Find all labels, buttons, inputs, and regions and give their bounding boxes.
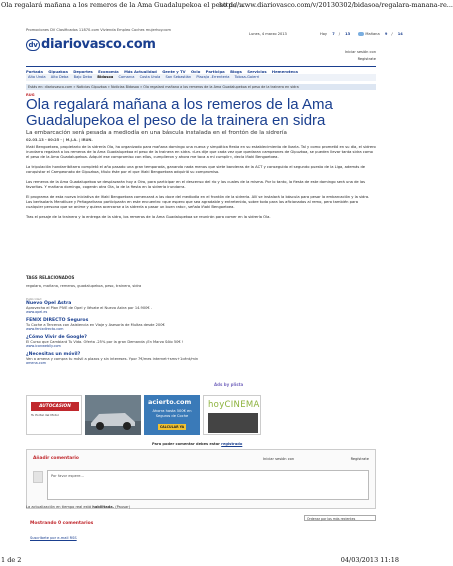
hoycinema-logo: hoyCINEMA bbox=[208, 400, 260, 410]
tags-heading: TAGS RELACIONADOS bbox=[26, 275, 75, 280]
weather-tomorrow-max: 14 bbox=[397, 32, 403, 36]
subnav-item[interactable]: Bajo Deba bbox=[73, 75, 93, 79]
ad-url[interactable]: amena.com bbox=[26, 361, 47, 365]
comments-count: Mostrando 0 comentarios bbox=[30, 521, 94, 526]
article-paragraph: El programa de esta nueva iniciativa de Iñaki Bengoetxea comenzará a las doce del mediodía en el frontón de la sidrería. Allí se instalará la báscula para pesar la embarcación y la sidra. Los bertsolaris Mendiluze y Peñagarikano participarán en este encuentro «que espero que sea agradable y entretenido, sobre todo para los aficionados al remo, pero también para cualquier persona que se anime y quiera acercarse a la sidrería a pasar un buen rato», señala Iñaki Bengoetxea. bbox=[26, 194, 370, 209]
pause-link[interactable]: (Pausar) bbox=[115, 505, 131, 509]
comment-sort-select[interactable]: Ordenar por los más recientes bbox=[304, 515, 376, 521]
nav-item-deportes[interactable]: Deportes bbox=[73, 69, 93, 74]
article-lead: La embarcación será pesada a mediodía en una báscula instalada en el frontón de la sidrería bbox=[26, 130, 287, 136]
weather-today-label: Hoy bbox=[320, 32, 328, 36]
article-body bbox=[26, 145, 376, 225]
nav-item-hemeroteca[interactable]: Hemeroteca bbox=[271, 69, 298, 74]
text-ads bbox=[26, 297, 216, 369]
print-timestamp: 04/03/2013 11:18 bbox=[340, 556, 399, 564]
comment-login-text: Para poder comentar debes estar bbox=[152, 442, 220, 446]
logo-text: diariovasco.com bbox=[41, 37, 156, 52]
ad-url[interactable]: www.iconweblly.com bbox=[26, 344, 61, 348]
update-text: La actualización en tiempo real está bbox=[26, 505, 92, 509]
nav-item-mas-actualidad[interactable]: Más Actualidad bbox=[124, 69, 157, 74]
article-byline: 02.03.13 - 00:25 - | M.J.A. | IRUN. bbox=[26, 138, 93, 142]
weather-today-min: 7 bbox=[332, 32, 335, 36]
nav-item-blogs[interactable]: Blogs bbox=[230, 69, 242, 74]
acierto-headline: Ahorra hasta 500€ en Seguros de Coche bbox=[152, 409, 192, 418]
nav-item-ocio[interactable]: Ocio bbox=[190, 69, 201, 74]
ad-text: Tu Coche a Terceros con Asistencia en Viaje y Asesoría de Multas desde 200€ bbox=[26, 323, 165, 327]
weather-widget[interactable]: Hoy 7 / 13 Mañana 9 / 14 bbox=[320, 32, 403, 36]
ad-title[interactable]: FENIX DIRECTO Seguros bbox=[26, 318, 89, 323]
update-state: habilitada. bbox=[92, 505, 115, 509]
autocasion-tagline: Tu Portal del Motor bbox=[31, 413, 60, 417]
main-nav bbox=[26, 66, 376, 74]
comment-box bbox=[26, 449, 376, 509]
logo-mark: dv bbox=[26, 39, 40, 51]
nav-item-servicios[interactable]: Servicios bbox=[247, 69, 267, 74]
banner-row bbox=[26, 395, 376, 435]
comment-login-note bbox=[152, 442, 242, 446]
car-photo-banner[interactable] bbox=[85, 395, 141, 435]
ads-label: Publicidad bbox=[26, 297, 42, 301]
register-link[interactable]: Registrate bbox=[357, 57, 376, 61]
weather-tomorrow-label: Mañana bbox=[365, 32, 380, 36]
sub-nav bbox=[26, 74, 376, 81]
comment-register-link[interactable]: registrado bbox=[221, 442, 243, 446]
weather-tomorrow-min: 9 bbox=[384, 32, 388, 36]
ad-text: El Curso que Cambiará Tu Vida. Oferta -25% por la gran Demanda ¡En Marzo Sólo 50€ ! bbox=[26, 340, 184, 344]
cloud-icon bbox=[358, 32, 364, 36]
ad-url[interactable]: www.opel.es bbox=[26, 310, 48, 314]
ad-item[interactable] bbox=[26, 301, 216, 314]
hoycinema-banner[interactable] bbox=[203, 395, 261, 435]
nav-item-gipuzkoa[interactable]: Gipuzkoa bbox=[48, 69, 68, 74]
subnav-item[interactable]: San Sebastián bbox=[165, 75, 192, 79]
article-paragraph: Tras el pesaje de la trainera y la entrega de la sidra, los remeros de la Ama Guadalupekoa se reunirán para comer en la sidrería Ola. bbox=[26, 214, 271, 219]
subscribe-links[interactable]: Suscríbete por e-mail RSS bbox=[30, 536, 77, 540]
login-link[interactable]: Iniciar sesión con bbox=[344, 50, 376, 54]
autocasion-logo: AUTOCASION bbox=[31, 402, 79, 411]
weather-today-max: 13 bbox=[345, 32, 351, 36]
site-logo[interactable] bbox=[26, 37, 156, 52]
ad-item[interactable] bbox=[26, 318, 216, 331]
ad-item[interactable] bbox=[26, 352, 216, 365]
calcular-button[interactable]: CALCULAR YA bbox=[159, 425, 185, 429]
subnav-item[interactable]: Plaza/a -Errenteria bbox=[196, 75, 230, 79]
realtime-update-status bbox=[26, 505, 130, 509]
print-header-title: Ola regalará mañana a los remeros de la Ama Guadalupekoa el peso de ... bbox=[1, 1, 246, 9]
subnav-item[interactable]: Alto Deba bbox=[50, 75, 69, 79]
subnav-item[interactable]: Tolosa-Goierri bbox=[234, 75, 260, 79]
breadcrumb[interactable]: Estás en: diariovasco.com » Noticias Gipuzkoa » Noticias Bidasoa » Ola regalará mañana a los remeros de la Ama Guadalupekoa el peso de la trainera en sidra bbox=[26, 84, 376, 90]
article-paragraph: La tripulación hondarribitarra completó el año pasado una gran temporada, ganando nada menos que siete banderas de la ACT y conseguido el segundo puesto de la Liga, además de conquistar el Campeonato de Gipuzkoa, título éste por el que Iñaki Bengoetxea adquirió su compromiso. bbox=[26, 164, 366, 174]
subnav-item[interactable]: Alto Urola bbox=[28, 75, 46, 79]
add-comment-heading: Añadir comentario bbox=[33, 456, 79, 461]
acierto-logo: acierto.com bbox=[148, 398, 192, 406]
article-title: Ola regalará mañana a los remeros de la Ama Guadalupekoa el peso de la trainera en sidra bbox=[26, 96, 333, 129]
ad-text: Aprovecha el Plan PIVE de Opel y llévate el Nuevo Astra por 14.900€ . bbox=[26, 306, 152, 310]
article-paragraph: Los remeros de la Ama Guadalupekoa se desplazarán hoy a Oiro, para participar en el descenso del río y los cuales de la misma. Por lo tanto, la fiesta de este domingo será una de las favoritas. Y mañana domingo, cogerán otra Ola, la de la fiesta en la sidrería irundarra. bbox=[26, 179, 366, 189]
current-date: Lunes, 4 marzo 2013 bbox=[249, 32, 287, 36]
nav-item-gente-tv[interactable]: Gente y TV bbox=[162, 69, 186, 74]
subnav-item-bidasoa[interactable]: Bidasoa bbox=[97, 75, 114, 79]
article-paragraph: Iñaki Bengoetxea, propietario de la sidrería Ola, ha organizado para mañana domingo una nueva y simpática fiesta en su establecimiento de Ibarla. Tal y como prometió en su día, el sidrero irundarra regalará a los remeros de la Ama Guadalupekoa el peso de la trainera en sidra. «Les dije que cada vez que quedaran campeones de Gipuzkoa, se pueden llevar tanta sidra como el peso de la Ama Guadalupekoa. Adquirí ese compromiso con ellos, cumplieron y ahora me toca a mi cumplir», decía Iñaki Bengoetxea. bbox=[26, 145, 376, 159]
ad-network-logo[interactable]: Ads by plista bbox=[214, 382, 244, 387]
article-section: RUG bbox=[26, 93, 35, 97]
print-page-number: 1 de 2 bbox=[1, 556, 22, 564]
ad-text: Ven a amena y compra tu móvil a plazos y sin intereses. Ypor 7€/mes internet+sms+1cént/min bbox=[26, 357, 199, 361]
cinema-photo bbox=[208, 413, 258, 433]
subnav-item[interactable]: Comarca bbox=[118, 75, 135, 79]
tags-list[interactable]: regalara, mañana, remeros, guadalupekoa, peso, trainera, sidra bbox=[26, 284, 142, 288]
ad-title[interactable]: Nuevo Opel Astra bbox=[26, 301, 72, 306]
acierto-banner[interactable] bbox=[144, 395, 200, 435]
avatar bbox=[33, 471, 43, 483]
ad-item[interactable] bbox=[26, 335, 216, 348]
ad-url[interactable]: www.fenixdirecto.com bbox=[26, 327, 64, 331]
ad-title[interactable]: ¿Necesitas un móvil? bbox=[26, 352, 81, 357]
related-tags bbox=[26, 275, 216, 288]
ad-title[interactable]: ¿Cómo Vivir de Google? bbox=[26, 335, 87, 340]
print-header-url: http://www.diariovasco.com/v/20130302/bidasoa/regalara-manana-re... bbox=[219, 1, 453, 9]
car-image bbox=[85, 395, 141, 435]
comment-register-button[interactable]: Regístrate bbox=[350, 457, 369, 461]
autocasion-banner[interactable] bbox=[26, 395, 82, 435]
print-header bbox=[0, 1, 453, 10]
top-links[interactable]: Promociones DV Clasificados 11870.com Vivienda Empleo Coches mujerhoy.com bbox=[26, 28, 172, 32]
nav-item-economia[interactable]: Economía bbox=[98, 69, 119, 74]
subnav-item[interactable]: Costa Urola bbox=[139, 75, 161, 79]
comment-input[interactable]: Por favor espere... bbox=[47, 470, 369, 500]
comment-login-link[interactable]: Iniciar sesión con bbox=[263, 457, 295, 461]
nav-item-portada[interactable]: Portada bbox=[26, 69, 43, 74]
nav-item-participa[interactable]: Participa bbox=[205, 69, 225, 74]
